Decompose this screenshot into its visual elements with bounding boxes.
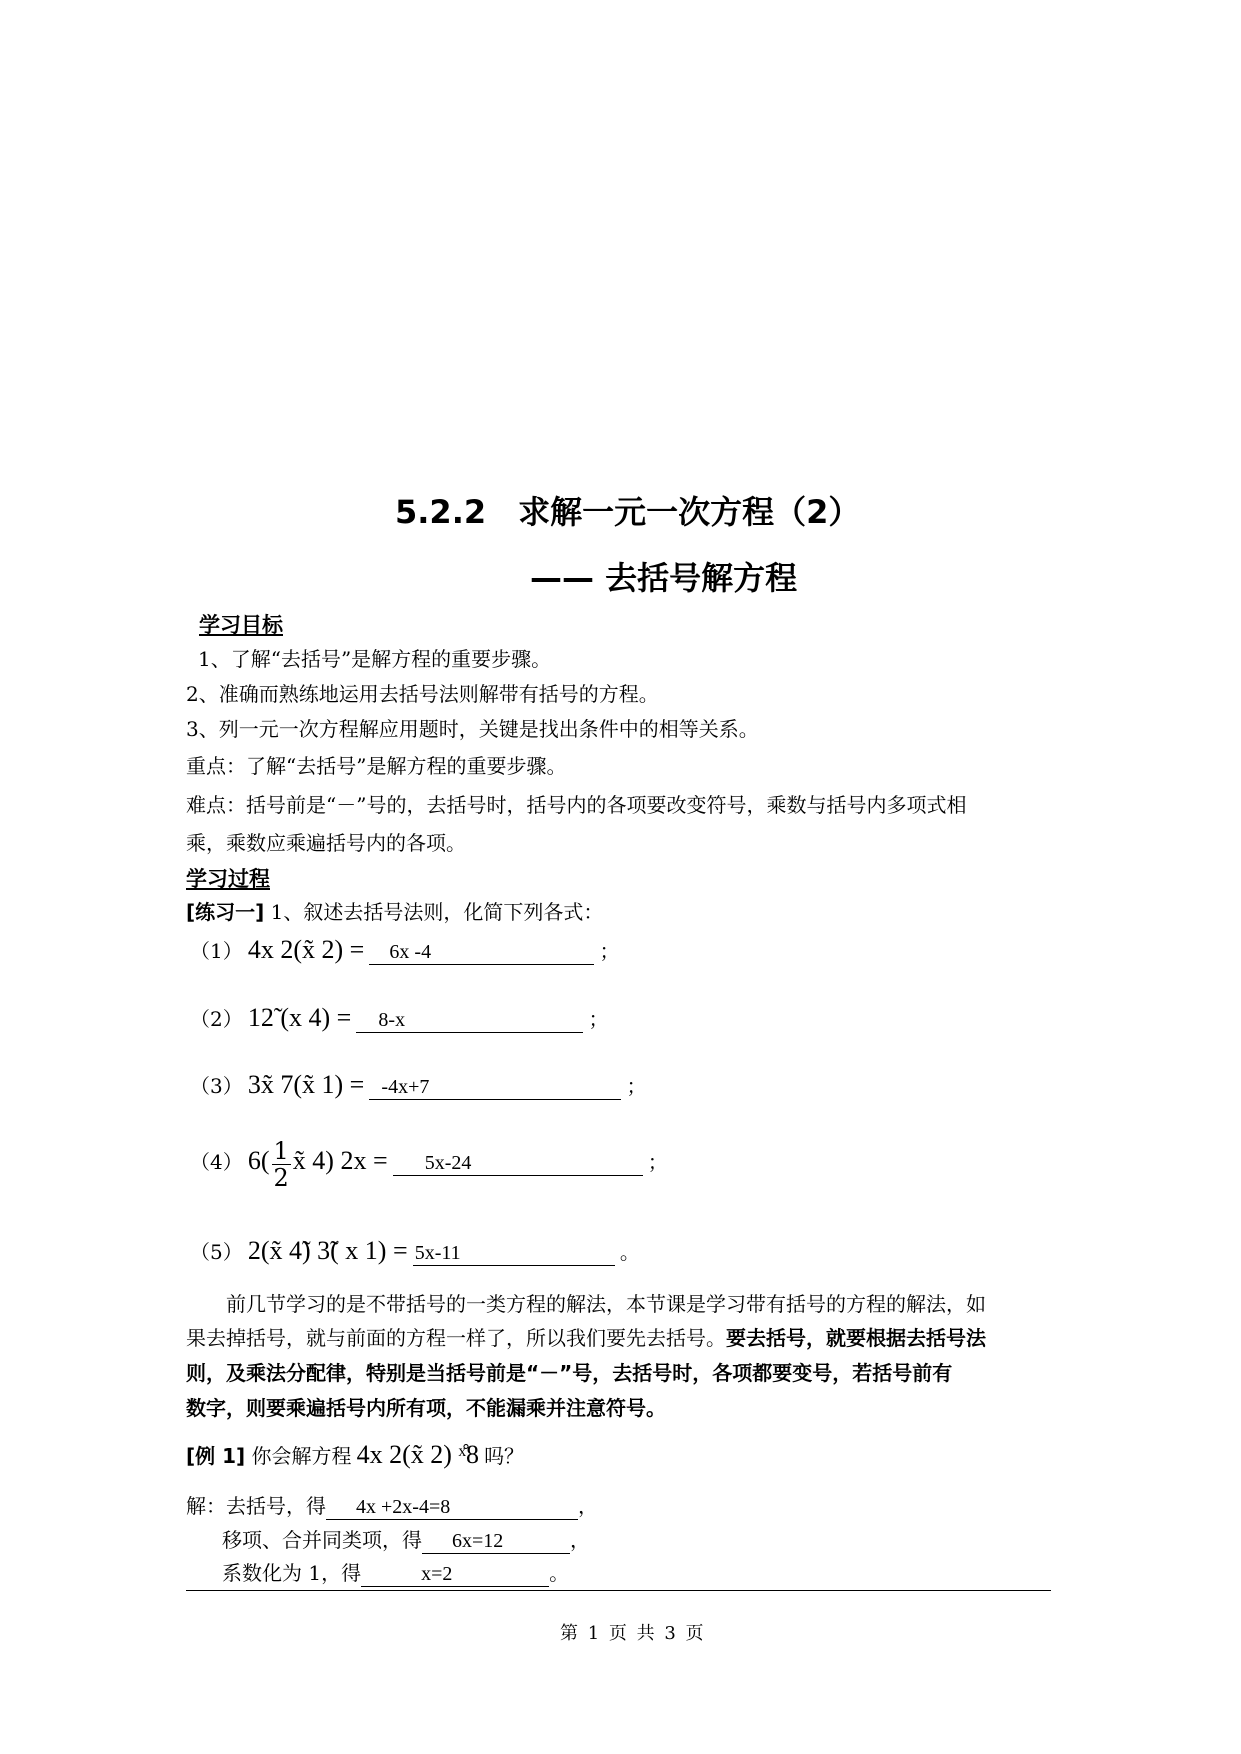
example-label: [例 1]	[186, 1444, 246, 1468]
goal-item-3: 3、列一元一次方程解应用题时，关键是找出条件中的相等关系。	[186, 717, 759, 741]
exercise-end-mark: ；	[647, 1150, 668, 1174]
fraction-one-half	[272, 1138, 291, 1191]
paragraph-line-4: 数字，则要乘遍括号内所有项，不能漏乘并注意符号。	[186, 1396, 666, 1420]
fraction-numerator: 1	[273, 1137, 289, 1165]
solution-step-2	[222, 1524, 590, 1554]
exercise-answer: 8-x	[356, 1008, 583, 1033]
exercise-number: （4）	[190, 1150, 243, 1174]
solution-step-answer: x=2	[361, 1562, 549, 1587]
exercise-number: （3）	[190, 1074, 243, 1098]
exercise-intro	[186, 896, 603, 925]
example-row	[186, 1440, 524, 1470]
process-heading: 学习过程	[186, 867, 270, 891]
exercise-answer: 5x-11	[413, 1241, 615, 1266]
fraction-denominator: 2	[273, 1164, 289, 1192]
example-text: 你会解方程	[245, 1444, 352, 1468]
solution-step-end: ，	[570, 1528, 590, 1552]
key-point: 重点：了解“去括号”是解方程的重要步骤。	[186, 754, 567, 778]
page-number: 第 1 页 共 3 页	[560, 1623, 706, 1644]
exercise-expression-part: x̃ 4) 2x =	[292, 1146, 388, 1175]
exercise-end-mark: ；	[588, 1007, 609, 1031]
exercise-end-mark: 。	[619, 1240, 640, 1264]
solution-step-end: ，	[578, 1494, 598, 1518]
goals-heading: 学习目标	[199, 613, 283, 637]
exercise-number: （5）	[190, 1240, 243, 1264]
exercise-end-mark: ；	[599, 939, 620, 963]
goal-item-2: 2、准确而熟练地运用去括号法则解带有括号的方程。	[186, 682, 659, 706]
solution-step-3	[222, 1557, 569, 1587]
paragraph-bold-text: 要去括号，就要根据去括号法	[726, 1326, 986, 1350]
exercise-text: 1、叙述去括号法则，化简下列各式：	[264, 900, 604, 924]
difficulty-line-2: 乘，乘数应乘遍括号内的各项。	[186, 831, 466, 855]
exercise-answer: -4x+7	[369, 1075, 621, 1100]
example-question-mark: 吗？	[484, 1444, 525, 1468]
exercise-row-5	[190, 1236, 640, 1266]
paragraph-line-1: 前几节学习的是不带括号的一类方程的解法，本节课是学习带有括号的方程的解法，如	[226, 1292, 986, 1316]
paragraph-line-2	[186, 1322, 986, 1351]
exercise-end-mark: ；	[626, 1074, 647, 1098]
exercise-label: [练习一]	[186, 900, 265, 924]
exercise-expression-part: 6(	[247, 1146, 270, 1175]
exercise-number: （1）	[190, 939, 243, 963]
solution-step-end: 。	[549, 1561, 570, 1585]
solution-step-answer: 4x +2x-4=8	[326, 1495, 578, 1520]
paragraph-line-3: 则，及乘法分配律，特别是当括号前是“－”号，去括号时，各项都要变号，若括号前有	[186, 1361, 953, 1385]
difficulty-line-1: 难点：括号前是“－”号的，去括号时，括号内的各项要改变符号，乘数与括号内多项式相	[186, 793, 967, 817]
exercise-expression: 3x̃ 7(x̃ 1) =	[247, 1070, 365, 1099]
solution-step-answer: 6x=12	[422, 1529, 570, 1554]
exercise-number: （2）	[190, 1007, 243, 1031]
goal-item-1: 1、了解“去括号”是解方程的重要步骤。	[198, 647, 552, 671]
example-expression: 4x 2(x̃ 2) ˣ̊8	[356, 1440, 479, 1469]
exercise-expression: 2(x̃ 4̃) 3̃( x 1) =	[247, 1236, 408, 1265]
solution-step-prefix: 解：去括号，得	[186, 1494, 326, 1518]
exercise-row-4	[190, 1138, 668, 1191]
exercise-answer: 5x-24	[393, 1151, 643, 1176]
solution-step-prefix: 移项、合并同类项，得	[222, 1528, 422, 1552]
paragraph-normal-text: 果去掉括号，就与前面的方程一样了，所以我们要先去括号。	[186, 1326, 726, 1350]
footer-divider	[186, 1590, 1051, 1591]
doc-subtitle: —— 去括号解方程	[530, 559, 798, 597]
solution-step-1	[186, 1490, 598, 1520]
exercise-expression: 12̃ (x 4) =	[247, 1003, 352, 1032]
exercise-row-2	[190, 1003, 609, 1033]
exercise-row-3	[190, 1070, 647, 1100]
solution-step-prefix: 系数化为 1，得	[222, 1561, 362, 1585]
exercise-row-1	[190, 935, 620, 965]
exercise-answer: 6x -4	[369, 940, 594, 965]
exercise-expression: 4x 2(x̃ 2) =	[247, 935, 365, 964]
doc-title: 5.2.2 求解一元一次方程（2）	[395, 493, 861, 531]
